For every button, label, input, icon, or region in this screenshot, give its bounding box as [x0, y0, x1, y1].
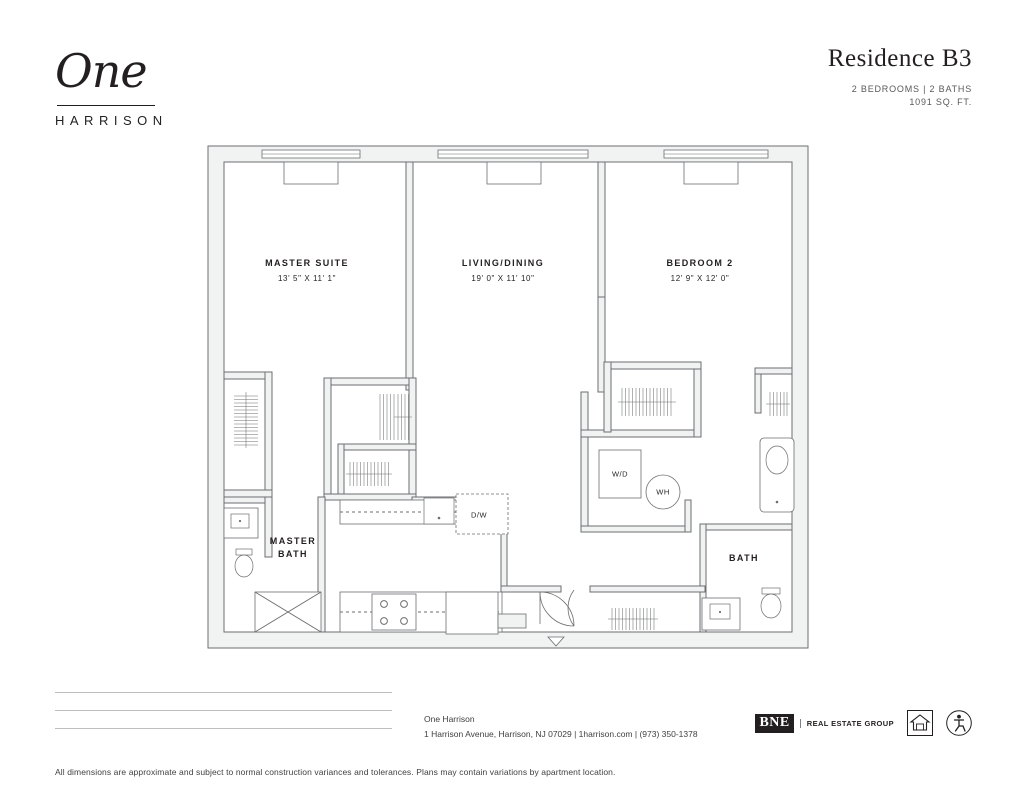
bne-logo-text: REAL ESTATE GROUP	[800, 719, 894, 728]
fixture-label-washer-dryer: W/D	[611, 469, 629, 479]
accessibility-icon	[946, 710, 972, 736]
footer-rule-1	[55, 692, 392, 693]
bath-vanity	[702, 598, 740, 630]
footer-note-lines	[55, 692, 392, 746]
square-footage-label: 1091 SQ. FT.	[909, 97, 972, 107]
room-label-bedroom-2: BEDROOM 2 12' 9" X 12' 0"	[666, 258, 734, 283]
footer-address-line-1: One Harrison	[424, 714, 475, 724]
room-label-master-bath: MASTER BATH	[269, 536, 317, 559]
master-bath-toilet	[235, 549, 253, 577]
page-title: Residence B3	[827, 45, 972, 72]
bath-tub	[760, 438, 794, 512]
fixture-label-water-heater: WH	[656, 487, 670, 497]
room-label-bath: BATH	[729, 553, 759, 563]
bne-logo	[755, 714, 894, 733]
master-bath-vanity	[224, 508, 258, 538]
beds-baths-label: 2 BEDROOMS | 2 BATHS	[851, 84, 972, 94]
footer-rule-3	[55, 728, 392, 729]
footer-rule-2	[55, 710, 392, 711]
footer-address-line-2: 1 Harrison Avenue, Harrison, NJ 07029 | 1harrison.com | (973) 350-1378	[424, 729, 698, 739]
kitchen-refrigerator	[446, 592, 498, 634]
master-bath-shower	[255, 592, 321, 632]
kitchen-range	[372, 594, 416, 630]
disclaimer-text: All dimensions are approximate and subject to normal construction variances and tolerances. Plans may contain variations by apartment location.	[55, 767, 616, 777]
brand-subtitle: HARRISON	[55, 113, 168, 128]
bath-toilet	[761, 588, 781, 618]
room-label-master-suite: MASTER SUITE 13' 5" X 11' 1"	[265, 258, 349, 283]
kitchen-sink	[424, 498, 454, 524]
room-label-living-dining: LIVING/DINING 19' 0" X 11' 10"	[461, 258, 545, 283]
brand-script-name: One	[55, 44, 147, 98]
bne-logo-mark: BNE	[755, 714, 793, 733]
footer-logo-group	[755, 710, 972, 736]
closet-hatch-entry-bottom	[608, 608, 658, 630]
kitchen-wall-stub	[498, 614, 526, 628]
fixture-label-dishwasher: D/W	[470, 510, 488, 520]
footer-address	[424, 712, 698, 742]
equal-housing-opportunity-icon	[907, 710, 933, 736]
